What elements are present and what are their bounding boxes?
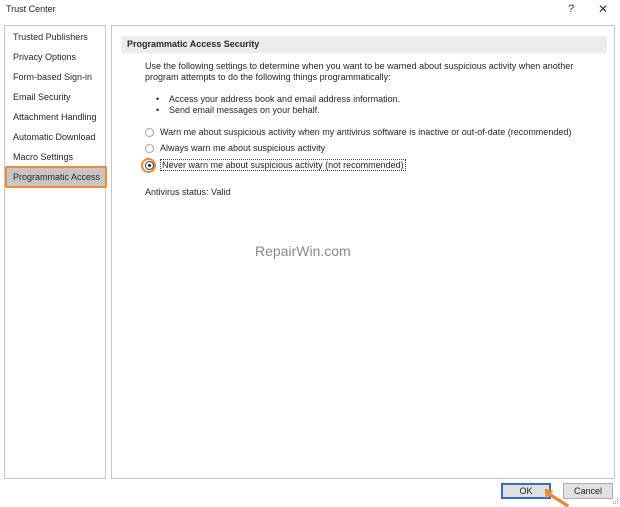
content-panel [111, 25, 615, 479]
sidebar-item-automatic-download[interactable]: Automatic Download [13, 132, 96, 142]
watermark: RepairWin.com [255, 243, 351, 259]
bullet-icon: • [156, 94, 160, 104]
radio-label[interactable]: Never warn me about suspicious activity (not recommended) [162, 160, 404, 170]
sidebar-item-form-based-sign-in[interactable]: Form-based Sign-in [13, 72, 93, 82]
radio-never-warn[interactable] [145, 158, 406, 172]
ok-button[interactable]: OK [501, 483, 551, 499]
antivirus-status: Antivirus status: Valid [145, 187, 231, 197]
intro-text: Use the following settings to determine when you want to be warned about suspicious activity when another program attempts to do the following things programmatically: [145, 61, 574, 82]
sidebar-item-email-security[interactable]: Email Security [13, 92, 71, 102]
sidebar-item-privacy-options[interactable]: Privacy Options [13, 52, 77, 62]
radio-label[interactable]: Warn me about suspicious activity when my antivirus software is inactive or out-of-date (recommended) [160, 127, 572, 137]
bullet-icon: • [156, 105, 160, 115]
radio-label[interactable]: Always warn me about suspicious activity [160, 143, 326, 153]
close-button[interactable]: ✕ [597, 2, 609, 16]
resize-grip-icon[interactable] [611, 497, 619, 505]
radio-warn-when-inactive[interactable] [145, 125, 571, 139]
section-title: Programmatic Access Security [121, 36, 607, 53]
bullet-text: Access your address book and email address information. [169, 94, 401, 104]
pointer-arrow-icon [543, 487, 573, 507]
sidebar-item-attachment-handling[interactable]: Attachment Handling [13, 112, 97, 122]
list-item [156, 105, 400, 116]
sidebar-item-trusted-publishers[interactable]: Trusted Publishers [13, 32, 88, 42]
title-bar [0, 0, 620, 20]
bullet-list [156, 94, 400, 116]
list-item [156, 94, 400, 105]
radio-always-warn[interactable] [145, 141, 325, 155]
radio-button-selected[interactable] [145, 161, 154, 170]
sidebar-item-programmatic-access[interactable]: Programmatic Access [5, 168, 105, 186]
radio-button[interactable] [145, 128, 154, 137]
cancel-button[interactable]: Cancel [563, 483, 613, 499]
radio-button[interactable] [145, 144, 154, 153]
bullet-text: Send email messages on your behalf. [169, 105, 320, 115]
sidebar [4, 25, 106, 479]
window-title: Trust Center [6, 4, 56, 14]
selection-highlight [5, 166, 107, 188]
sidebar-item-macro-settings[interactable]: Macro Settings [13, 152, 74, 162]
help-button[interactable]: ? [567, 3, 575, 15]
